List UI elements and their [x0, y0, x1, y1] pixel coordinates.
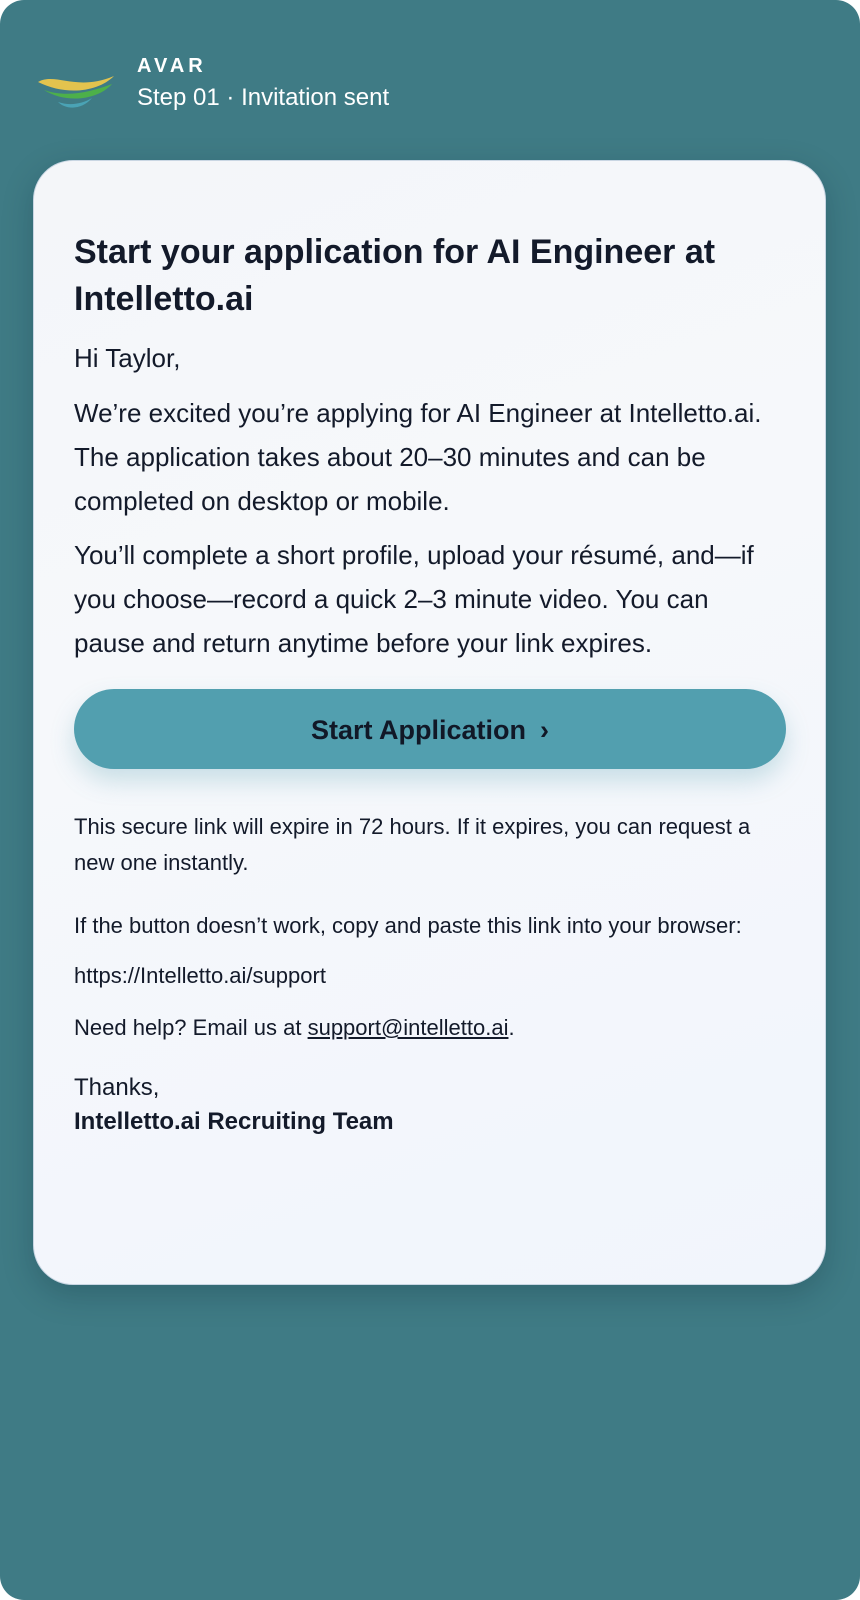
support-email-link[interactable]: support@intelletto.ai: [307, 1015, 509, 1040]
help-line: [74, 1013, 785, 1043]
email-card: [33, 160, 826, 1285]
details-paragraph: You’ll complete a short profile, upload your résumé, and—if you choose—record a quick 2–3 minute video. You can pause and return anytime before your link expires.: [74, 540, 754, 658]
signoff: Thanks,: [74, 1074, 160, 1101]
help-suffix: .: [508, 1015, 515, 1040]
expiry-note: This secure link will expire in 72 hours. If it expires, you can request a new one instantly.: [74, 814, 751, 875]
start-application-button[interactable]: [74, 689, 786, 769]
header: [36, 50, 816, 130]
fallback-note: If the button doesn’t work, copy and paste this link into your browser:: [74, 913, 742, 938]
email-title: Start your application for AI Engineer at Intelletto.ai: [74, 233, 716, 318]
intro-paragraph: We’re excited you’re applying for AI Engineer at Intelletto.ai. The application takes about 20–30 minutes and can be completed on desktop or mobile.: [74, 398, 762, 516]
avar-logo-icon: [36, 62, 116, 112]
help-prefix: Need help? Email us at: [74, 1015, 308, 1040]
fallback-link[interactable]: https://Intelletto.ai/support: [74, 963, 326, 988]
step-indicator: Step 01 · Invitation sent: [137, 84, 390, 111]
brand-block: [137, 52, 389, 114]
greeting: Hi Taylor,: [74, 343, 181, 373]
brand-name: AVAR: [137, 55, 207, 77]
start-application-label: Start Application: [310, 715, 526, 745]
chevron-right-icon: ›: [540, 715, 549, 745]
team-signature: Intelletto.ai Recruiting Team: [74, 1108, 394, 1135]
